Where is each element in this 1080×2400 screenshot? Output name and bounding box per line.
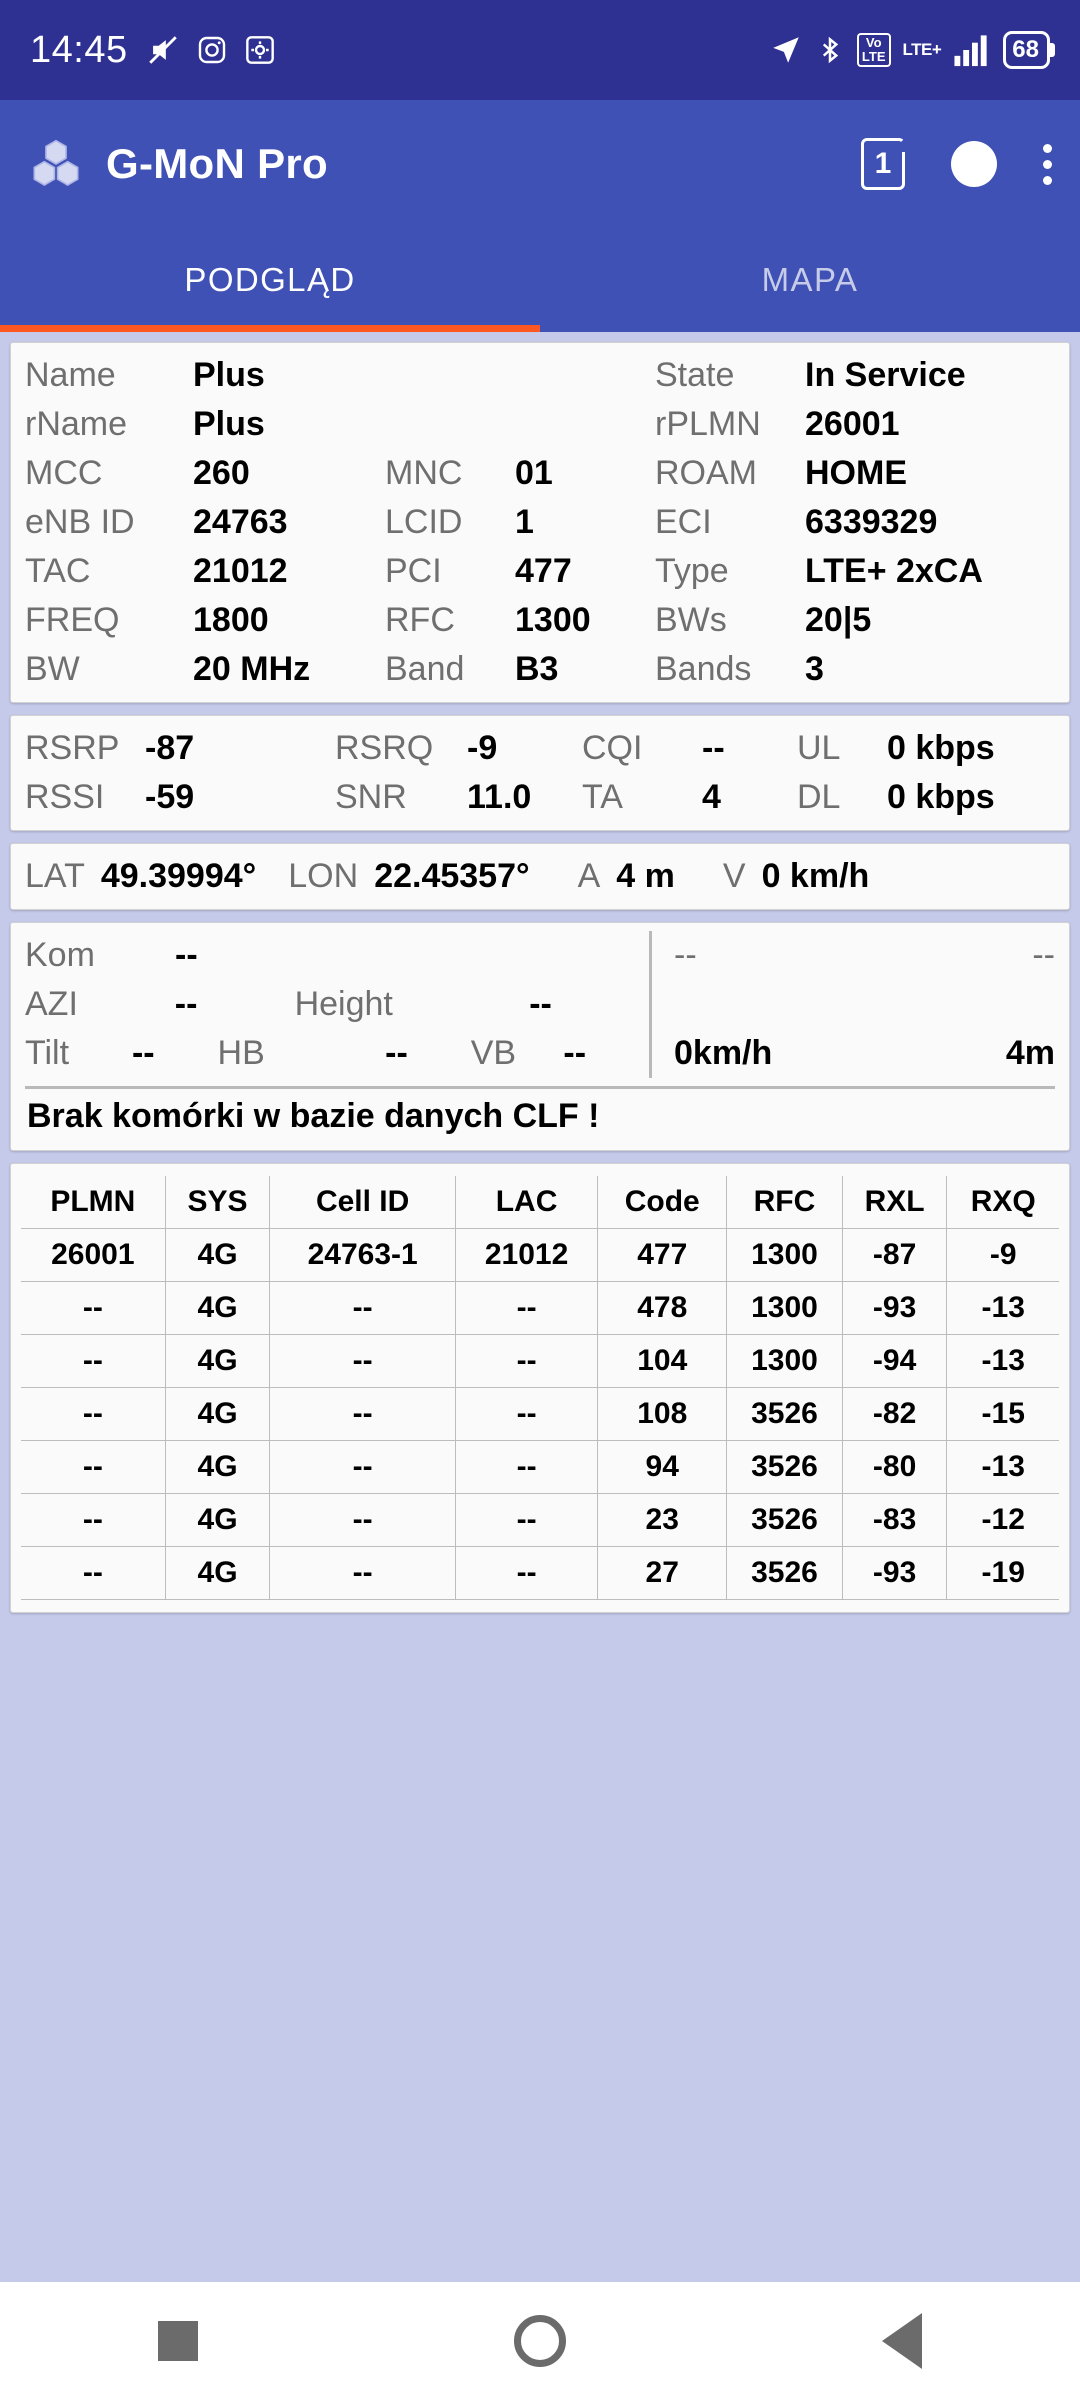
cell-info-row	[25, 596, 1055, 645]
value-freq: 1800	[193, 601, 269, 639]
table-row[interactable]	[21, 1282, 1059, 1335]
clf-card	[10, 922, 1070, 1151]
cell-rxl: -94	[842, 1335, 947, 1388]
status-left-icons	[146, 33, 276, 67]
col-cellid: Cell ID	[270, 1176, 455, 1229]
cell-rxq: -9	[947, 1229, 1059, 1282]
table-row[interactable]	[21, 1335, 1059, 1388]
cell-plmn: --	[21, 1335, 165, 1388]
cell-cellid: --	[270, 1282, 455, 1335]
cell-sys: 4G	[165, 1441, 270, 1494]
label-dl: DL	[797, 778, 841, 816]
cell-rxq: -15	[947, 1388, 1059, 1441]
lte-plus-icon: LTE+	[902, 40, 942, 59]
neighbor-cells-table	[21, 1176, 1059, 1600]
app-bar	[0, 100, 1080, 228]
label-mnc: MNC	[385, 454, 463, 492]
screenshot-icon	[244, 34, 276, 66]
value-bands: 3	[805, 650, 824, 688]
cell-plmn: --	[21, 1547, 165, 1600]
table-row[interactable]	[21, 1441, 1059, 1494]
value-roam: HOME	[805, 454, 907, 492]
cell-cellid: --	[270, 1441, 455, 1494]
label-lat: LAT	[25, 857, 85, 895]
cell-plmn: --	[21, 1441, 165, 1494]
cell-code: 94	[598, 1441, 727, 1494]
table-row[interactable]	[21, 1388, 1059, 1441]
cell-lac: --	[455, 1547, 597, 1600]
value-state: In Service	[805, 356, 966, 394]
app-bar-actions	[861, 138, 1052, 190]
clf-right-row	[674, 980, 1055, 1029]
label-eci: ECI	[655, 503, 712, 541]
cell-rxl: -83	[842, 1494, 947, 1547]
cell-rfc: 3526	[727, 1388, 843, 1441]
volte-icon: Vo LTE	[857, 33, 891, 66]
col-sys: SYS	[165, 1176, 270, 1229]
sim-selector-button[interactable]	[861, 138, 905, 190]
cell-info-row	[25, 547, 1055, 596]
tab-indicator	[0, 325, 540, 332]
mute-icon	[146, 33, 180, 67]
cell-sys: 4G	[165, 1388, 270, 1441]
label-bws: BWs	[655, 601, 727, 639]
label-bands: Bands	[655, 650, 752, 688]
label-rssi: RSSI	[25, 778, 105, 816]
value-rsrq: -9	[467, 729, 498, 767]
system-nav-bar	[0, 2282, 1080, 2400]
cell-rxq: -12	[947, 1494, 1059, 1547]
label-rfc: RFC	[385, 601, 455, 639]
label-state: State	[655, 356, 735, 394]
clf-right-column	[649, 931, 1055, 1078]
table-row[interactable]	[21, 1229, 1059, 1282]
value-distance-left: --	[674, 936, 697, 974]
value-type: LTE+ 2xCA	[805, 552, 983, 590]
label-lon: LON	[288, 857, 359, 895]
cell-rxl: -87	[842, 1229, 947, 1282]
value-mnc: 01	[515, 454, 553, 492]
label-hb: HB	[217, 1034, 265, 1072]
col-rxl: RXL	[842, 1176, 947, 1229]
value-azi: --	[174, 985, 198, 1023]
label-freq: FREQ	[25, 601, 120, 639]
main-content	[0, 332, 1080, 2282]
label-roam: ROAM	[655, 454, 757, 492]
overflow-menu-button[interactable]	[1043, 144, 1052, 185]
cell-rfc: 3526	[727, 1547, 843, 1600]
cell-info-row	[25, 498, 1055, 547]
cell-code: 108	[598, 1388, 727, 1441]
bluetooth-icon	[815, 33, 845, 67]
battery-indicator	[1003, 31, 1050, 69]
table-row[interactable]	[21, 1494, 1059, 1547]
label-tilt: Tilt	[25, 1034, 70, 1072]
value-height: --	[529, 985, 552, 1023]
status-right-icons	[769, 31, 1050, 69]
cell-code: 478	[598, 1282, 727, 1335]
cell-rxl: -82	[842, 1388, 947, 1441]
tab-bar	[0, 228, 1080, 332]
table-header-row	[21, 1176, 1059, 1229]
clf-divider	[25, 1086, 1055, 1089]
cell-rxq: -13	[947, 1441, 1059, 1494]
status-clock: 14:45	[30, 28, 128, 71]
label-band: Band	[385, 650, 465, 688]
cell-rxq: -19	[947, 1547, 1059, 1600]
cell-cellid: 24763-1	[270, 1229, 455, 1282]
cell-lac: --	[455, 1388, 597, 1441]
location-card	[10, 843, 1070, 910]
clf-row	[25, 1029, 649, 1078]
cell-rfc: 1300	[727, 1229, 843, 1282]
cell-cellid: --	[270, 1335, 455, 1388]
value-ta: 4	[702, 778, 721, 816]
label-enbid: eNB ID	[25, 503, 135, 541]
value-snr: 11.0	[467, 778, 532, 816]
value-cqi: --	[702, 729, 725, 767]
value-bw: 20 MHz	[193, 650, 311, 688]
label-height: Height	[294, 985, 393, 1023]
label-snr: SNR	[335, 778, 407, 816]
value-tac: 21012	[193, 552, 288, 590]
cell-lac: --	[455, 1282, 597, 1335]
value-enbid: 24763	[193, 503, 288, 541]
tab-mapa[interactable]: MAPA	[761, 261, 859, 298]
cell-info-row	[25, 449, 1055, 498]
record-button[interactable]	[951, 141, 997, 187]
label-type: Type	[655, 552, 729, 590]
value-lat: 49.39994°	[100, 857, 257, 895]
signal-row-1	[25, 724, 1055, 773]
cell-rxq: -13	[947, 1282, 1059, 1335]
value-rplmn: 26001	[805, 405, 900, 443]
value-dl: 0 kbps	[887, 778, 995, 816]
label-cqi: CQI	[582, 729, 643, 767]
value-lcid: 1	[515, 503, 534, 541]
recents-button[interactable]	[158, 2321, 198, 2361]
page-title: G-MoN Pro	[106, 140, 329, 187]
cell-cellid: --	[270, 1547, 455, 1600]
cell-info-row	[25, 400, 1055, 449]
label-vb: VB	[470, 1034, 517, 1072]
sim-badge-label: 1	[874, 147, 892, 180]
neighbor-cells-card	[10, 1163, 1070, 1613]
value-rsrp: -87	[145, 729, 195, 767]
cell-info-card	[10, 342, 1070, 703]
cell-sys: 4G	[165, 1282, 270, 1335]
label-name: Name	[25, 356, 116, 394]
cell-rfc: 3526	[727, 1441, 843, 1494]
label-pci: PCI	[385, 552, 442, 590]
location-arrow-icon	[769, 33, 803, 67]
label-ul: UL	[797, 729, 841, 767]
label-kom: Kom	[25, 936, 95, 974]
label-azi: AZI	[25, 985, 78, 1023]
cell-rfc: 1300	[727, 1335, 843, 1388]
app-brand	[28, 136, 328, 192]
clf-left-column	[25, 931, 649, 1078]
col-rfc: RFC	[727, 1176, 843, 1229]
signal-card	[10, 715, 1070, 831]
signal-row-2	[25, 773, 1055, 822]
cell-info-row	[25, 645, 1055, 694]
value-speed: 0 km/h	[761, 857, 870, 895]
col-plmn: PLMN	[21, 1176, 165, 1229]
clf-right-row	[674, 1029, 1055, 1078]
cell-cellid: --	[270, 1388, 455, 1441]
cell-rfc: 3526	[727, 1494, 843, 1547]
cell-sys: 4G	[165, 1229, 270, 1282]
label-rname: rName	[25, 405, 128, 443]
cell-sys: 4G	[165, 1547, 270, 1600]
cell-code: 477	[598, 1229, 727, 1282]
col-lac: LAC	[455, 1176, 597, 1229]
clf-row	[25, 931, 649, 980]
value-lon: 22.45357°	[374, 857, 530, 895]
value-rssi: -59	[145, 778, 195, 816]
label-altitude: A	[577, 857, 601, 895]
cell-rxq: -13	[947, 1335, 1059, 1388]
cell-code: 104	[598, 1335, 727, 1388]
cell-rxl: -93	[842, 1282, 947, 1335]
cell-cellid: --	[270, 1494, 455, 1547]
cell-rfc: 1300	[727, 1282, 843, 1335]
value-speed-kmh: 0km/h	[674, 1034, 773, 1072]
battery-percent: 68	[1012, 36, 1039, 63]
tab-podglad[interactable]: PODGLĄD	[184, 261, 356, 298]
cell-rxl: -93	[842, 1547, 947, 1600]
label-rsrp: RSRP	[25, 729, 120, 767]
value-vb: --	[563, 1034, 587, 1072]
value-name: Plus	[193, 356, 265, 394]
cell-code: 27	[598, 1547, 727, 1600]
back-button[interactable]	[882, 2313, 922, 2369]
value-tilt: --	[131, 1034, 155, 1072]
value-eci: 6339329	[805, 503, 938, 541]
value-accuracy-m: 4m	[1005, 1034, 1055, 1072]
cell-plmn: --	[21, 1494, 165, 1547]
label-ta: TA	[582, 778, 623, 816]
value-rfc: 1300	[515, 601, 591, 639]
value-altitude: 4 m	[616, 857, 675, 895]
label-rsrq: RSRQ	[335, 729, 434, 767]
cell-plmn: --	[21, 1282, 165, 1335]
label-mcc: MCC	[25, 454, 103, 492]
cell-rxl: -80	[842, 1441, 947, 1494]
value-kom: --	[175, 936, 198, 974]
value-pci: 477	[515, 552, 572, 590]
cell-plmn: --	[21, 1388, 165, 1441]
status-bar	[0, 0, 1080, 100]
cell-lac: --	[455, 1335, 597, 1388]
clf-status-message: Brak komórki w bazie danych CLF !	[27, 1097, 600, 1135]
label-lcid: LCID	[385, 503, 463, 541]
col-code: Code	[598, 1176, 727, 1229]
value-bws: 20|5	[805, 601, 872, 639]
cell-lac: --	[455, 1494, 597, 1547]
value-band: B3	[515, 650, 559, 688]
value-hb: --	[385, 1034, 408, 1072]
clf-row	[25, 980, 649, 1029]
value-ul: 0 kbps	[887, 729, 995, 767]
home-button[interactable]	[514, 2315, 566, 2367]
cell-lac: --	[455, 1441, 597, 1494]
label-tac: TAC	[25, 552, 91, 590]
app-logo-icon	[28, 136, 84, 192]
value-mcc: 260	[193, 454, 250, 492]
cell-info-row	[25, 351, 1055, 400]
value-distance-right: --	[1032, 936, 1055, 974]
cell-lac: 21012	[455, 1229, 597, 1282]
label-speed: V	[722, 857, 746, 895]
value-rname: Plus	[193, 405, 265, 443]
signal-bars-icon	[953, 33, 991, 67]
table-row[interactable]	[21, 1547, 1059, 1600]
label-rplmn: rPLMN	[655, 405, 761, 443]
cell-plmn: 26001	[21, 1229, 165, 1282]
clf-right-row	[674, 931, 1055, 980]
cell-code: 23	[598, 1494, 727, 1547]
cell-sys: 4G	[165, 1335, 270, 1388]
cell-sys: 4G	[165, 1494, 270, 1547]
clf-details	[25, 931, 1055, 1078]
label-bw: BW	[25, 650, 80, 688]
col-rxq: RXQ	[947, 1176, 1059, 1229]
location-row	[25, 852, 1055, 901]
camera-icon	[196, 34, 228, 66]
